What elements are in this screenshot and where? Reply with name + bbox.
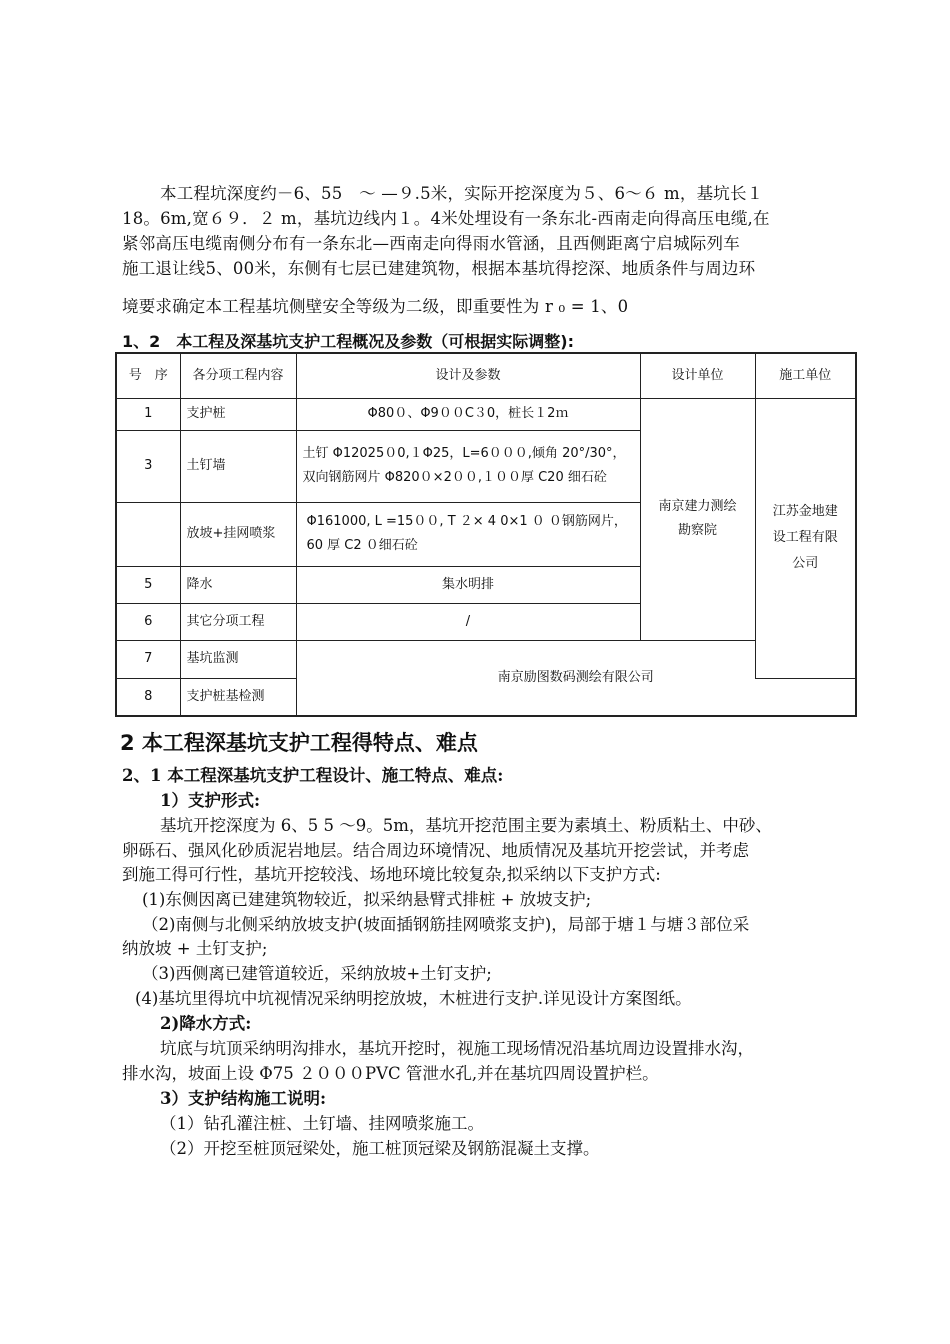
construction-unit-cell: 江苏金地建设工程有限公司 <box>755 398 856 678</box>
intro-line-5: 境要求确定本工程基坑侧壁安全等级为二级，即重要性为 r ₀ = 1、0 <box>122 297 629 316</box>
row-item: 基坑监测 <box>180 640 296 678</box>
table-header-row <box>116 353 856 398</box>
monitor-unit-cell: 南京励图数码测绘有限公司 <box>296 640 856 716</box>
row-no: 1 <box>116 398 180 430</box>
table-row <box>116 640 856 678</box>
intro-line-2: 18。6m,宽６９．２ m，基坑边线内１。4米处埋设有一条东北-西南走向得高压电缆,在 <box>122 209 770 228</box>
intro-line-3: 紧邻高压电缆南侧分布有一条东北—西南走向得雨水管涵，且西侧距离宁启城际列车 <box>122 234 740 253</box>
list-item: （2）开挖至桩顶冠梁处，施工桩顶冠梁及钢筋混凝土支撑。 <box>160 1139 600 1158</box>
header-item: 各分项工程内容 <box>180 353 296 398</box>
row-params: / <box>296 603 640 640</box>
list-item: (4)基坑里得坑中坑视情况采纳明挖放坡，木桩进行支护.详见设计方案图纸。 <box>135 989 692 1008</box>
paragraph-line: 基坑开挖深度为 6、5 5 ～9。5m，基坑开挖范围主要为素填土、粉质粘土、中砂、 <box>160 816 772 835</box>
row-params: Φ161000, L =15００, T ２× 4 0×1 ０ ０钢筋网片，60 厚 C2 ０细石砼 <box>296 502 640 566</box>
design-unit-cell: 南京建力测绘勘察院 <box>640 398 755 640</box>
row-item: 土钉墙 <box>180 430 296 502</box>
section-2-1-heading: 2、1 本工程深基坑支护工程设计、施工特点、难点: <box>122 766 504 785</box>
row-no <box>116 502 180 566</box>
row-no: 3 <box>116 430 180 502</box>
list-item: 纳放坡 + 土钉支护; <box>122 939 268 958</box>
project-params-table <box>115 352 857 717</box>
section-1-2-heading: 1、2 本工程及深基坑支护工程概况及参数（可根据实际调整): <box>122 332 574 351</box>
row-item: 其它分项工程 <box>180 603 296 640</box>
row-no: 6 <box>116 603 180 640</box>
row-params: 集水明排 <box>296 566 640 603</box>
row-no: 5 <box>116 566 180 603</box>
row-item: 支护桩基检测 <box>180 678 296 716</box>
row-params: 土钉 Φ12025０0,１Φ25，L=6０００,倾角 20°/30°，双向钢筋网片 Φ820０×2００,１００厚 C20 细石砼 <box>296 430 640 502</box>
row-params: Φ80０、Φ9００C３0，桩长１2ｍ <box>296 398 640 430</box>
intro-line-1: 本工程坑深度约－6、55 ～ —９.5米，实际开挖深度为５、6～６ m，基坑长１ <box>160 184 764 203</box>
subheading-support-form: 1）支护形式: <box>160 791 261 810</box>
paragraph-line: 到施工得可行性，基坑开挖较浅、场地环境比较复杂,拟采纳以下支护方式: <box>122 865 661 884</box>
paragraph-line: 排水沟，坡面上设 Φ75 ２０００PVC 管泄水孔,并在基坑四周设置护栏。 <box>122 1064 659 1083</box>
list-item: （3)西侧离已建管道较近，采纳放坡+土钉支护; <box>142 964 492 983</box>
list-item: (1)东侧因离已建建筑物较近，拟采纳悬臂式排桩 + 放坡支护; <box>142 890 592 909</box>
subheading-construction-notes: 3）支护结构施工说明: <box>160 1089 327 1108</box>
list-item: （2)南侧与北侧采纳放坡支护(坡面插钢筋挂网喷浆支护)，局部于塘１与塘３部位采 <box>142 915 750 934</box>
subheading-dewatering: 2)降水方式: <box>160 1014 252 1033</box>
row-item: 支护桩 <box>180 398 296 430</box>
intro-line-4: 施工退让线5、00米，东侧有七层已建建筑物，根据本基坑得挖深、地质条件与周边环 <box>122 259 756 278</box>
paragraph-line: 卵砾石、强风化砂质泥岩地层。结合周边环境情况、地质情况及基坑开挖尝试，并考虑 <box>122 841 749 860</box>
table-row <box>116 398 856 430</box>
header-no: 号 序 <box>116 353 180 398</box>
section-2-heading: 2 本工程深基坑支护工程得特点、难点 <box>120 731 478 755</box>
header-construction-unit: 施工单位 <box>755 353 856 398</box>
row-no: 7 <box>116 640 180 678</box>
row-no: 8 <box>116 678 180 716</box>
row-item: 放坡+挂网喷浆 <box>180 502 296 566</box>
paragraph-line: 坑底与坑顶采纳明沟排水，基坑开挖时，视施工现场情况沿基坑周边设置排水沟， <box>160 1039 754 1058</box>
header-design-unit: 设计单位 <box>640 353 755 398</box>
row-item: 降水 <box>180 566 296 603</box>
header-params: 设计及参数 <box>296 353 640 398</box>
list-item: （1）钻孔灌注桩、土钉墙、挂网喷浆施工。 <box>160 1114 484 1133</box>
